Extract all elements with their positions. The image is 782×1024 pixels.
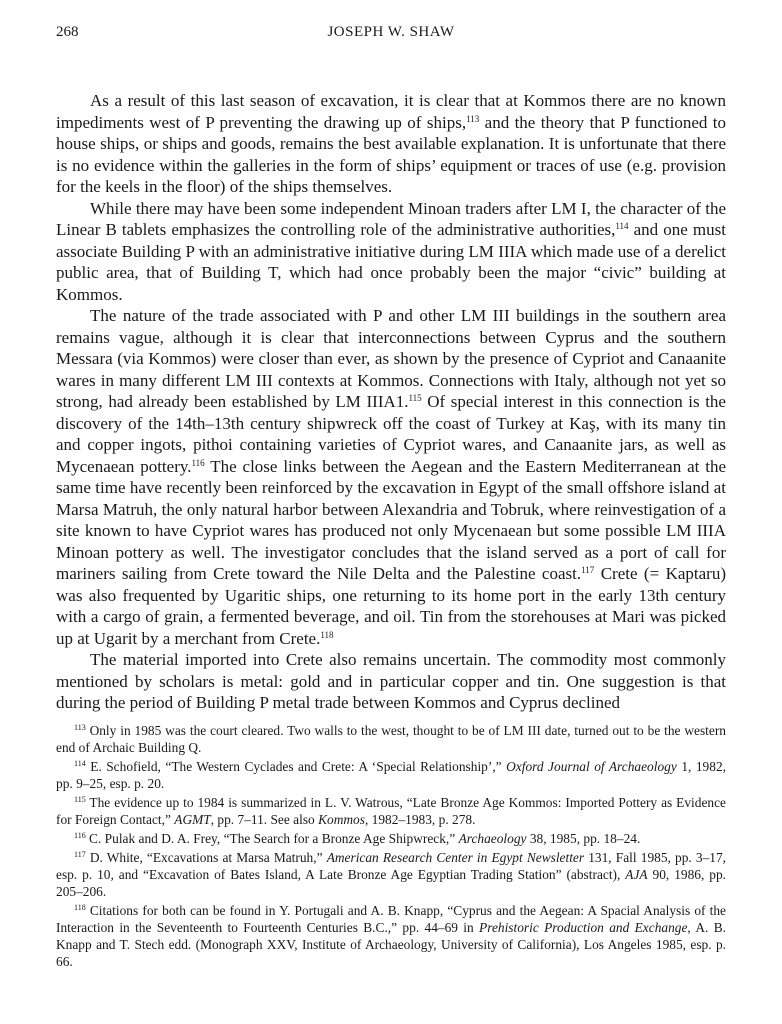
page-number: 268	[56, 24, 79, 40]
text-run: Citations for both can be found in Y. Portugali and A. B. Knapp, “Cyprus and the Aegean: A Spacial Analysis of the Interaction in the Seventeenth to Fourteenth Centuries B.C.,” pp. 44–69 in	[56, 903, 726, 935]
text-run: , pp. 7–11. See also	[210, 812, 319, 827]
footnote-ref-115: 115	[74, 795, 86, 804]
footnote-114	[56, 758, 726, 792]
text-run: 90, 1986, pp. 205–206.	[56, 867, 726, 899]
footnote-ref-113: 113	[466, 113, 480, 124]
text-run: Of special interest in this connection is the discovery of the 14th–13th century shipwreck off the coast of Turkey at Kaş, with its many tin and copper ingots, pithoi containing varieties of Cypriot wares, and Canaanite jars, as well as Mycenaean pottery.	[56, 392, 726, 476]
footnote-ref-114: 114	[74, 759, 86, 768]
footnote-ref-118: 118	[320, 629, 334, 640]
footnote-ref-116: 116	[74, 831, 86, 840]
italic-title: AJA	[625, 867, 648, 882]
text-run: Only in 1985 was the court cleared. Two walls to the west, thought to be of LM III date, turned out to be the western end of Archaic Building Q.	[56, 723, 726, 755]
text-run: E. Schofield, “The Western Cyclades and Crete: A ‘Special Relationship’,”	[85, 759, 507, 774]
text-run: The material imported into Crete also remains uncertain. The commodity most commonly mentioned by scholars is metal: gold and in particular copper and tin. One suggestion is that during the period of Building P metal trade between Kommos and Cyprus declined	[56, 650, 726, 712]
body-text	[56, 90, 726, 714]
page-header	[56, 24, 726, 46]
text-run: , A. B. Knapp and T. Stech edd. (Monograph XXV, Institute of Archaeology, University of California), Los Angeles 1985, esp. p. 66.	[56, 920, 726, 969]
footnote-ref-117: 117	[74, 850, 86, 859]
text-run: Crete (= Kaptaru) was also frequented by Ugaritic ships, one returning to its home port in the early 13th century with a cargo of grain, a fermented beverage, and oil. Tin from the storehouses at Mari was picked up at Ugarit by a merchant from Crete.	[56, 564, 727, 648]
footnote-ref-115: 115	[408, 393, 422, 403]
text-run: As a result of this last season of excavation, it is clear that at Kommos there are no known impediments west of P preventing the drawing up of ships,	[56, 91, 726, 132]
italic-title: Kommos	[318, 812, 365, 827]
text-run: C. Pulak and D. A. Frey, “The Search for a Bronze Age Shipwreck,”	[85, 831, 459, 846]
italic-title: Archaeology	[458, 831, 527, 846]
footnote-ref-116: 116	[191, 457, 205, 468]
footnotes	[56, 722, 726, 972]
text-run: D. White, “Excavations at Marsa Matruh,”	[85, 850, 327, 865]
text-run: 38, 1985, pp. 18–24.	[526, 831, 641, 846]
paragraph-1	[56, 90, 726, 198]
text-run: While there may have been some independent Minoan traders after LM I, the character of the Linear B tablets emphasizes the controlling role of the administrative authorities,	[56, 198, 726, 239]
text-run: The evidence up to 1984 is summarized in L. V. Watrous, “Late Bronze Age Kommos: Imported Pottery as Evidence for Foreign Contact,”	[56, 795, 726, 827]
text-run: 131, Fall 1985, pp. 3–17, esp. p. 10, and “Excavation of Bates Island, A Late Bronze Age Egyptian Trading Station” (abstract),	[56, 850, 727, 882]
footnote-118	[56, 902, 726, 970]
footnote-113	[56, 722, 726, 756]
paragraph-2	[56, 198, 726, 306]
italic-title: AGMT	[174, 812, 211, 827]
text-run: , 1982–1983, p. 278.	[364, 812, 476, 827]
italic-title: Oxford Journal of Archaeology	[506, 759, 677, 774]
text-run: and the theory that P functioned to house ships, or ships and goods, remains the best available explanation. It is unfortunate that there is no evidence within the galleries in the form of ships’ equipment or traces of use (e.g. provision for the keels in the floor) of the ships themselves.	[56, 112, 726, 196]
text-run: The nature of the trade associated with P and other LM III buildings in the southern area remains vague, although it is clear that interconnections between Cyprus and the southern Messara (via Kommos) were closer than ever, as shown by the presence of Cypriot and Canaanite wares in many different LM III contexts at Kommos. Connections with Italy, although not yet so strong, had already been established by LM IIIA1.	[56, 306, 726, 411]
footnote-117	[56, 849, 726, 900]
footnote-ref-118: 118	[74, 903, 86, 912]
running-head: JOSEPH W. SHAW	[327, 24, 455, 40]
text-run: and one must associate Building P with an administrative initiative during LM IIIA which made use of a derelict public area, that of Building T, which had once probably been the major “civic” building at Kommos.	[56, 220, 726, 304]
footnote-ref-117: 117	[581, 565, 595, 575]
footnote-116	[56, 830, 726, 847]
italic-title: American Research Center in Egypt Newsletter	[326, 850, 585, 865]
footnote-115	[56, 794, 726, 828]
paragraph-3	[56, 305, 726, 649]
footnote-ref-114: 114	[615, 221, 629, 231]
text-run: The close links between the Aegean and the Eastern Mediterranean at the same time have recently been reinforced by the excavation in Egypt of the small offshore island at Marsa Matruh, the only natural harbor between Alexandria and Tobruk, where reinvestigation of a site known to have Cypriot wares has produced not only Mycenaean but some possible LM IIIA Minoan pottery as well. The investigator concludes that the island served as a port of call for mariners sailing from Crete toward the Nile Delta and the Palestine coast.	[56, 456, 726, 583]
footnote-ref-113: 113	[74, 723, 86, 732]
text-run: 1, 1982, pp. 9–25, esp. p. 20.	[56, 759, 726, 791]
paragraph-4	[56, 649, 726, 714]
italic-title: Prehistoric Production and Exchange	[479, 920, 688, 935]
